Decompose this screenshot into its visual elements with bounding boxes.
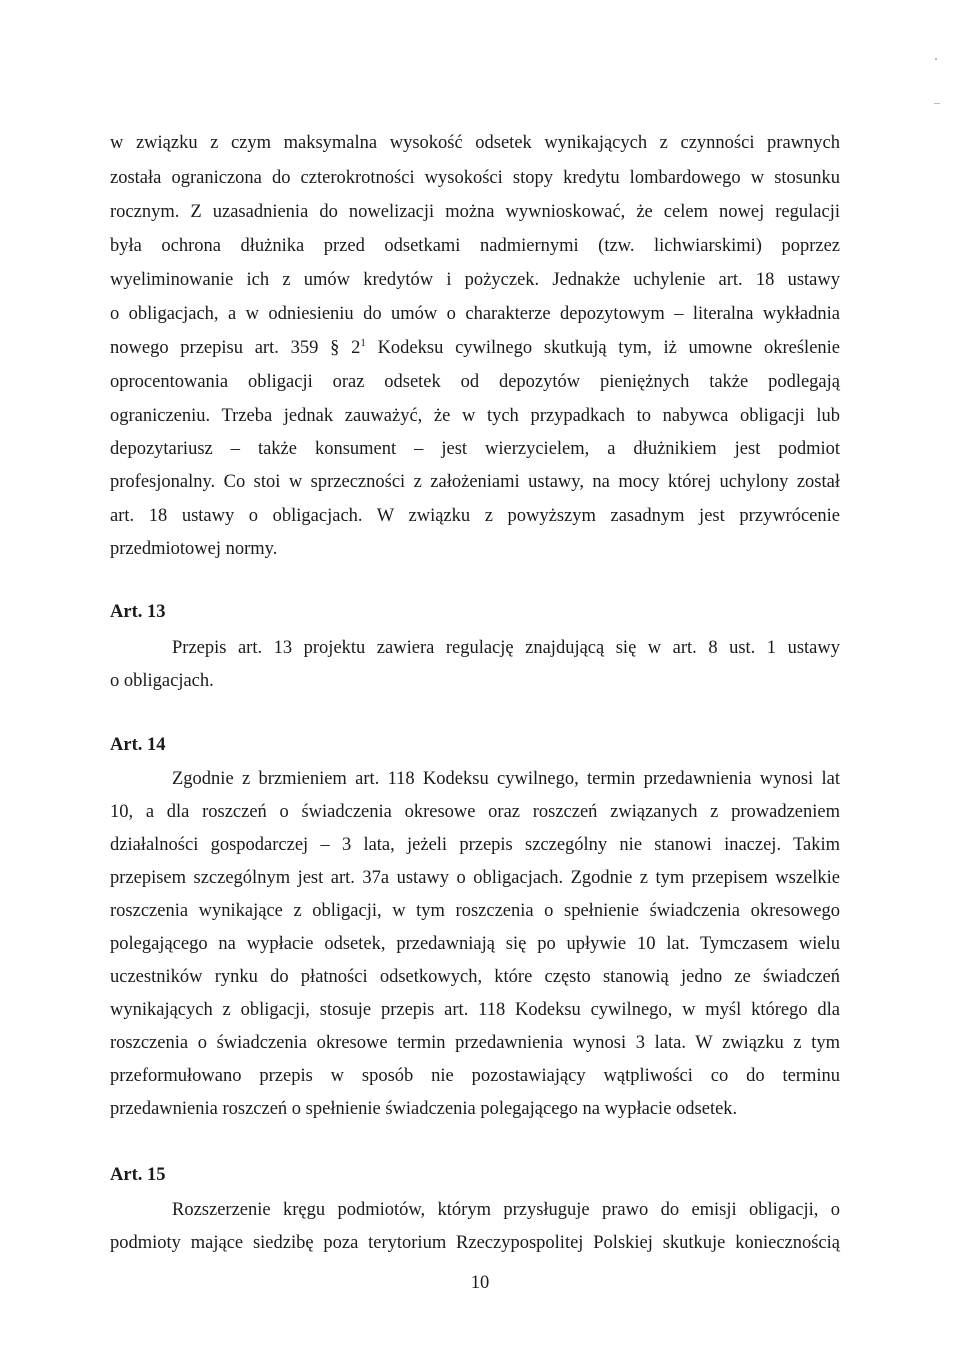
text-line: Zgodnie z brzmieniem art. 118 Kodeksu cywilnego, termin przedawnienia wynosi lat xyxy=(172,769,840,789)
text-line: działalności gospodarczej – 3 lata, jeżeli przepis szczególny nie stanowi inaczej. Takim xyxy=(110,835,840,855)
text-line: przepisem szczególnym jest art. 37a ustawy o obligacjach. Zgodnie z tym przepisem wszelkie xyxy=(110,868,840,888)
page-number: 10 xyxy=(470,1273,490,1293)
text-line: 10, a dla roszczeń o świadczenia okresowe oraz roszczeń związanych z prowadzeniem xyxy=(110,802,840,822)
text-line: uczestników rynku do płatności odsetkowych, które często stanowią jedno ze świadczeń xyxy=(110,967,840,987)
scan-dash xyxy=(934,103,940,104)
text-line: podmioty mające siedzibę poza terytorium Rzeczypospolitej Polskiej skutkuje koniecznością xyxy=(110,1233,840,1253)
text-line: depozytariusz – także konsument – jest wierzycielem, a dłużnikiem jest podmiot xyxy=(110,439,840,459)
text-line: polegającego na wypłacie odsetek, przedawniają się po upływie 10 lat. Tymczasem wielu xyxy=(110,934,840,954)
section-heading-art14: Art. 14 xyxy=(110,735,166,755)
text-line: profesjonalny. Co stoi w sprzeczności z założeniami ustawy, na mocy której uchylony został xyxy=(110,472,840,492)
text-line: przedawnienia roszczeń o spełnienie świadczenia polegającego na wypłacie odsetek. xyxy=(110,1099,738,1119)
text-line-with-superscript xyxy=(110,336,840,360)
section-heading-art13: Art. 13 xyxy=(110,602,166,622)
scan-dot xyxy=(935,58,937,60)
text-line: rocznym. Z uzasadnienia do nowelizacji można wywnioskować, że celem nowej regulacji xyxy=(110,202,840,222)
text-segment: Kodeksu cywilnego skutkują tym, iż umowne określenie xyxy=(365,338,841,358)
text-line: została ograniczona do czterokrotności wysokości stopy kredytu lombardowego w stosunku xyxy=(110,168,840,188)
text-line: w związku z czym maksymalna wysokość odsetek wynikających z czynności prawnych xyxy=(110,133,840,153)
text-line: przedmiotowej normy. xyxy=(110,539,278,559)
section-heading-art15: Art. 15 xyxy=(110,1165,166,1185)
text-line: oprocentowania obligacji oraz odsetek od depozytów pieniężnych także podlegają xyxy=(110,372,840,392)
text-line: przeformułowano przepis w sposób nie pozostawiający wątpliwości co do terminu xyxy=(110,1066,840,1086)
text-line: o obligacjach. xyxy=(110,671,214,691)
text-line: wynikających z obligacji, stosuje przepis art. 118 Kodeksu cywilnego, w myśl którego dla xyxy=(110,1000,840,1020)
text-line: o obligacjach, a w odniesieniu do umów o charakterze depozytowym – literalna wykładnia xyxy=(110,304,840,324)
text-line: art. 18 ustawy o obligacjach. W związku z powyższym zasadnym jest przywrócenie xyxy=(110,506,840,526)
text-line: Przepis art. 13 projektu zawiera regulację znajdującą się w art. 8 ust. 1 ustawy xyxy=(172,638,840,658)
text-line: ograniczeniu. Trzeba jednak zauważyć, że w tych przypadkach to nabywca obligacji lub xyxy=(110,406,840,426)
text-line: była ochrona dłużnika przed odsetkami nadmiernymi (tzw. lichwiarskimi) poprzez xyxy=(110,236,840,256)
text-line: roszczenia wynikające z obligacji, w tym roszczenia o spełnienie świadczenia okresowego xyxy=(110,901,840,921)
superscript: 1 xyxy=(360,336,366,349)
text-line: wyeliminowanie ich z umów kredytów i pożyczek. Jednakże uchylenie art. 18 ustawy xyxy=(110,270,840,290)
text-line: Rozszerzenie kręgu podmiotów, którym przysługuje prawo do emisji obligacji, o xyxy=(172,1200,840,1220)
text-line: roszczenia o świadczenia okresowe termin przedawnienia wynosi 3 lata. W związku z tym xyxy=(110,1033,840,1053)
text-segment: nowego przepisu art. 359 § 2 xyxy=(110,338,361,358)
